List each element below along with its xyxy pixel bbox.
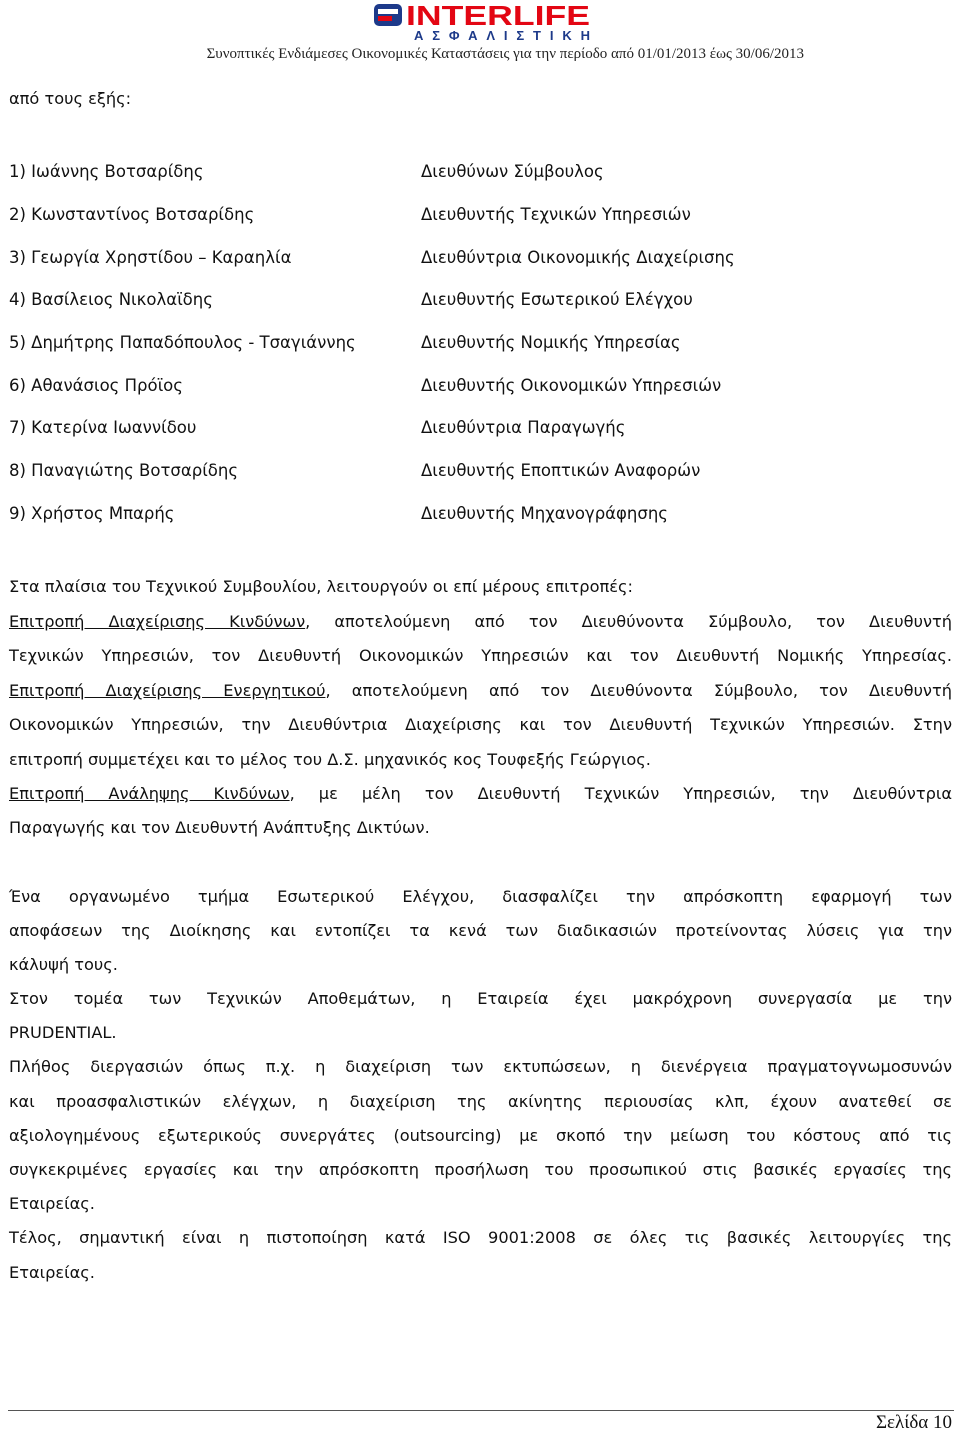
reserves-paragraph-line: Στον τομέα των Τεχνικών Αποθεμάτων, η Εταιρεία έχει μακρόχρονη συνεργασία με την [9,989,952,1008]
manager-name: 8) Παναγιώτης Βοτσαρίδης [9,461,239,480]
header-subtitle: Συνοπτικές Ενδιάμεσες Οικονομικές Καταστάσεις για την περίοδο από 01/01/2013 έως 30/06/2013 [206,46,804,62]
manager-role: Διευθυντής Τεχνικών Υπηρεσιών [421,205,691,224]
risk-committee-title: Επιτροπή Διαχείρισης Κινδύνων [9,612,306,631]
manager-role: Διευθυντής Εποπτικών Αναφορών [421,461,701,480]
manager-role: Διευθυντής Εσωτερικού Ελέγχου [421,290,693,309]
iso-paragraph-line: Τέλος, σημαντική είναι η πιστοποίηση κατά ISO 9001:2008 σε όλες τις βασικές λειτουργίες της [9,1228,952,1247]
assets-committee-line2: Οικονομικών Υπηρεσιών, την Διευθύντρια Διαχείρισης και τον Διευθυντή Τεχνικών Υπηρεσιών. Στην [9,715,952,734]
risk-committee-line2: Τεχνικών Υπηρεσιών, τον Διευθυντή Οικονομικών Υπηρεσιών και τον Διευθυντή Νομικής Υπηρεσίας. [9,646,952,665]
manager-name: 4) Βασίλειος Νικολαϊδης [9,290,213,309]
audit-paragraph-line: αποφάσεων της Διοίκησης και εντοπίζει τα κενά των διαδικασιών προτείνοντας λύσεις για την [9,921,952,940]
assets-committee-title: Επιτροπή Διαχείρισης Ενεργητικού [9,681,326,700]
iso-paragraph-line: Εταιρείας. [9,1263,95,1282]
manager-name: 9) Χρήστος Μπαρής [9,504,175,523]
risk-committee-line [9,612,952,631]
risk-committee-text: , αποτελούμενη από τον Διευθύνοντα Σύμβουλο, τον Διευθυντή [305,612,952,631]
outsourcing-paragraph-line: Πλήθος διεργασιών όπως π.χ. η διαχείριση των εκτυπώσεων, η διενέργεια πραγματογνωμοσυνών [9,1057,952,1076]
manager-name: 2) Κωνσταντίνος Βοτσαρίδης [9,205,255,224]
interlife-logo [374,0,592,42]
manager-name: 6) Αθανάσιος Πρόϊος [9,376,183,395]
manager-role: Διευθυντής Νομικής Υπηρεσίας [421,333,681,352]
outsourcing-paragraph-line: Εταιρείας. [9,1194,95,1213]
underwriting-committee-line2: Παραγωγής και τον Διευθυντή Ανάπτυξης Δικτύων. [9,818,430,837]
manager-name: 5) Δημήτρης Παπαδόπουλος - Τσαγιάννης [9,333,356,352]
underwriting-committee-text: , με μέλη τον Διευθυντή Τεχνικών Υπηρεσιών, την Διευθύντρια [289,784,952,803]
outsourcing-paragraph-line: αξιολογημένους εξωτερικούς συνεργάτες (outsourcing) με σκοπό την μείωση του κόστους από τις [9,1126,952,1145]
manager-name: 1) Ιωάννης Βοτσαρίδης [9,162,204,181]
manager-role: Διευθύντρια Οικονομικής Διαχείρισης [421,248,735,267]
underwriting-committee-title: Επιτροπή Ανάληψης Κινδύνων [9,784,290,803]
underwriting-committee-line [9,784,952,803]
manager-role: Διευθυντής Μηχανογράφησης [421,504,668,523]
assets-committee-line3: επιτροπή συμμετέχει και το μέλος του Δ.Σ. μηχανικός κος Τουφεξής Γεώργιος. [9,750,651,769]
assets-committee-line [9,681,952,700]
intro-text: από τους εξής: [9,89,132,108]
committees-intro: Στα πλαίσια του Τεχνικού Συμβουλίου, λειτουργούν οι επί μέρους επιτροπές: [9,577,633,596]
manager-name: 3) Γεωργία Χρηστίδου – Καραηλία [9,248,292,267]
outsourcing-paragraph-line: συγκεκριμένες εργασίες και την απρόσκοπτη προσήλωση του προσωπικού στις βασικές εργασίες της [9,1160,952,1179]
logo-subtext: ΑΣΦΑΛΙΣΤΙΚΗ [414,28,590,42]
footer-divider [8,1410,954,1411]
manager-role: Διευθυντής Οικονομικών Υπηρεσιών [421,376,722,395]
outsourcing-paragraph-line: και προασφαλιστικών ελέγχων, η διαχείριση της ακίνητης περιουσίας κλπ, έχουν ανατεθεί σε [9,1092,952,1111]
page-number: Σελίδα 10 [875,1412,952,1433]
assets-committee-text: , αποτελούμενη από τον Διευθύνοντα Σύμβουλο, τον Διευθυντή [325,681,952,700]
manager-role: Διευθύντρια Παραγωγής [421,418,626,437]
audit-paragraph-line: κάλυψή τους. [9,955,118,974]
reserves-paragraph-line: PRUDENTIAL. [9,1023,117,1042]
logo-text: INTERLIFE [406,0,590,31]
manager-name: 7) Κατερίνα Ιωαννίδου [9,418,197,437]
manager-role: Διευθύνων Σύμβουλος [421,162,604,181]
audit-paragraph-line: Ένα οργανωμένο τμήμα Εσωτερικού Ελέγχου, διασφαλίζει την απρόσκοπτη εφαρμογή των [9,887,952,906]
